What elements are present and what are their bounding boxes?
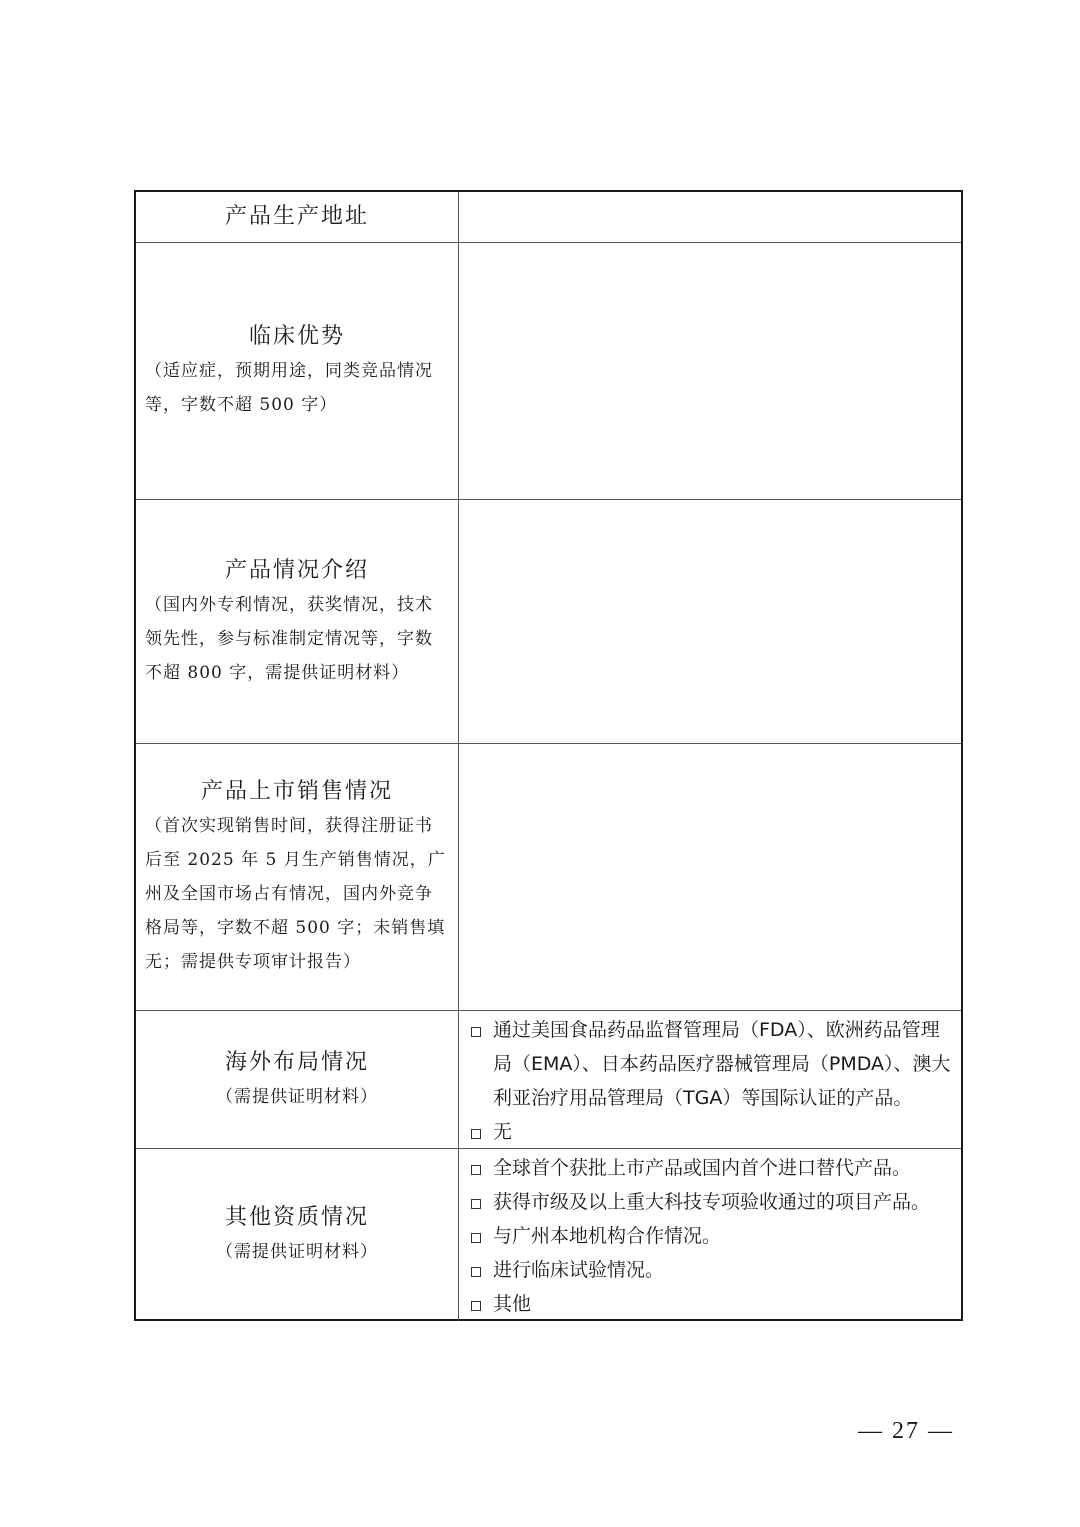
market-sales-field[interactable] — [459, 744, 961, 1010]
page-number: — 27 — — [858, 1418, 954, 1444]
checkbox-icon[interactable] — [471, 1027, 481, 1037]
checkbox-icon[interactable] — [471, 1233, 481, 1243]
label-cell-production-address — [136, 192, 459, 242]
option-international-certification[interactable] — [469, 1013, 953, 1115]
other-qualifications-label: 其他资质情况 — [224, 1205, 369, 1230]
row-clinical-advantage — [136, 243, 961, 500]
application-form-table — [134, 190, 963, 1321]
label-cell-market-sales — [136, 744, 459, 1010]
label-cell-clinical-advantage — [136, 243, 459, 499]
other-qualifications-note: （需提供证明材料） — [216, 1242, 378, 1262]
clinical-advantage-field[interactable] — [459, 243, 961, 499]
overseas-layout-label: 海外布局情况 — [224, 1049, 369, 1075]
row-other-qualifications — [136, 1149, 961, 1321]
product-introduction-label: 产品情况介绍 — [224, 557, 369, 583]
checkbox-icon[interactable] — [471, 1165, 481, 1175]
label-cell-overseas-layout — [136, 1011, 459, 1148]
market-sales-note: （首次实现销售时间，获得注册证书后至 2025 年 5 月生产销售情况，广州及全国市场占有情况，国内外竞争格局等，字数不超 500 字；未销售填无；需提供专项审计报告） — [145, 816, 446, 972]
option-major-project-accepted[interactable] — [469, 1185, 953, 1219]
option-local-cooperation[interactable] — [469, 1219, 953, 1253]
option-label: 进行临床试验情况。 — [493, 1259, 665, 1281]
row-product-introduction — [136, 500, 961, 744]
option-label: 全球首个获批上市产品或国内首个进口替代产品。 — [493, 1157, 912, 1179]
label-cell-product-introduction — [136, 500, 459, 743]
overseas-layout-note: （需提供证明材料） — [216, 1086, 378, 1107]
production-address-field[interactable] — [459, 192, 961, 242]
option-global-first-product[interactable] — [469, 1151, 953, 1185]
checkbox-icon[interactable] — [471, 1267, 481, 1277]
product-introduction-note: （国内外专利情况，获奖情况，技术领先性，参与标准制定情况等，字数不超 800 字，需提供证明材料） — [145, 594, 433, 683]
option-label: 通过美国食品药品监督管理局（FDA）、欧洲药品管理局（EMA）、日本药品医疗器械管理局（PMDA）、澳大利亚治疗用品管理局（TGA）等国际认证的产品。 — [493, 1019, 951, 1109]
option-other[interactable] — [469, 1287, 953, 1321]
row-overseas-layout — [136, 1011, 961, 1149]
row-market-sales — [136, 744, 961, 1011]
option-label: 与广州本地机构合作情况。 — [493, 1225, 722, 1247]
checkbox-icon[interactable] — [471, 1301, 481, 1311]
row-production-address — [136, 192, 961, 243]
clinical-advantage-note: （适应症，预期用途，同类竞品情况等，字数不超 500 字） — [145, 361, 433, 415]
option-clinical-trial[interactable] — [469, 1253, 953, 1287]
option-label: 获得市级及以上重大科技专项验收通过的项目产品。 — [493, 1191, 931, 1213]
label-cell-other-qualifications — [136, 1149, 459, 1321]
clinical-advantage-label: 临床优势 — [248, 324, 345, 349]
market-sales-label: 产品上市销售情况 — [200, 779, 393, 804]
other-qualifications-options — [459, 1149, 961, 1321]
option-label: 其他 — [493, 1293, 532, 1315]
product-introduction-field[interactable] — [459, 500, 961, 743]
checkbox-icon[interactable] — [471, 1199, 481, 1209]
option-none[interactable] — [469, 1115, 953, 1149]
option-label: 无 — [493, 1121, 513, 1143]
overseas-layout-options — [459, 1011, 961, 1148]
production-address-label: 产品生产地址 — [224, 204, 369, 229]
checkbox-icon[interactable] — [471, 1129, 481, 1139]
